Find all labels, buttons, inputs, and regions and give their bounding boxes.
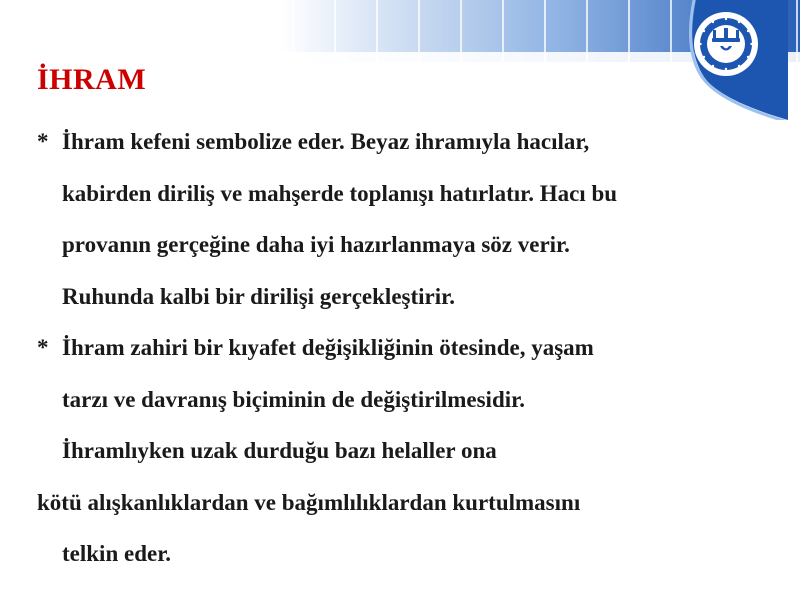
line-text: kötü alışkanlıklardan ve bağımlılıklardan kurtulmasını <box>37 489 581 515</box>
bullet-marker: * <box>37 129 49 154</box>
line-text: İhram zahiri bir kıyafet değişikliğinin ötesinde, yaşam <box>62 335 594 360</box>
body-line <box>37 175 767 227</box>
line-text: telkin eder. <box>62 541 172 566</box>
body-line <box>37 484 767 536</box>
body-line <box>37 226 767 278</box>
body-line <box>37 535 767 587</box>
body-line <box>37 432 767 484</box>
slide-title: İHRAM <box>37 63 147 96</box>
slide-body <box>37 123 767 587</box>
body-line <box>37 329 767 381</box>
line-text: Ruhunda kalbi bir dirilişi gerçekleştirir. <box>62 283 455 309</box>
line-text: kabirden diriliş ve mahşerde toplanışı hatırlatır. Hacı bu <box>62 180 618 206</box>
diyanet-seal-icon <box>676 0 788 120</box>
line-text: İhramlıyken uzak durduğu bazı helaller ona <box>62 438 497 463</box>
line-text: provanın gerçeğine daha iyi hazırlanmaya söz verir. <box>62 232 570 257</box>
body-line <box>37 278 767 330</box>
line-text: İhram kefeni sembolize eder. Beyaz ihramıyla hacılar, <box>62 129 590 154</box>
body-line <box>37 381 767 433</box>
bullet-marker: * <box>37 335 49 360</box>
line-text: tarzı ve davranış biçiminin de değiştirilmesidir. <box>62 386 525 412</box>
body-line <box>37 123 767 175</box>
diyanet-logo <box>676 0 788 120</box>
